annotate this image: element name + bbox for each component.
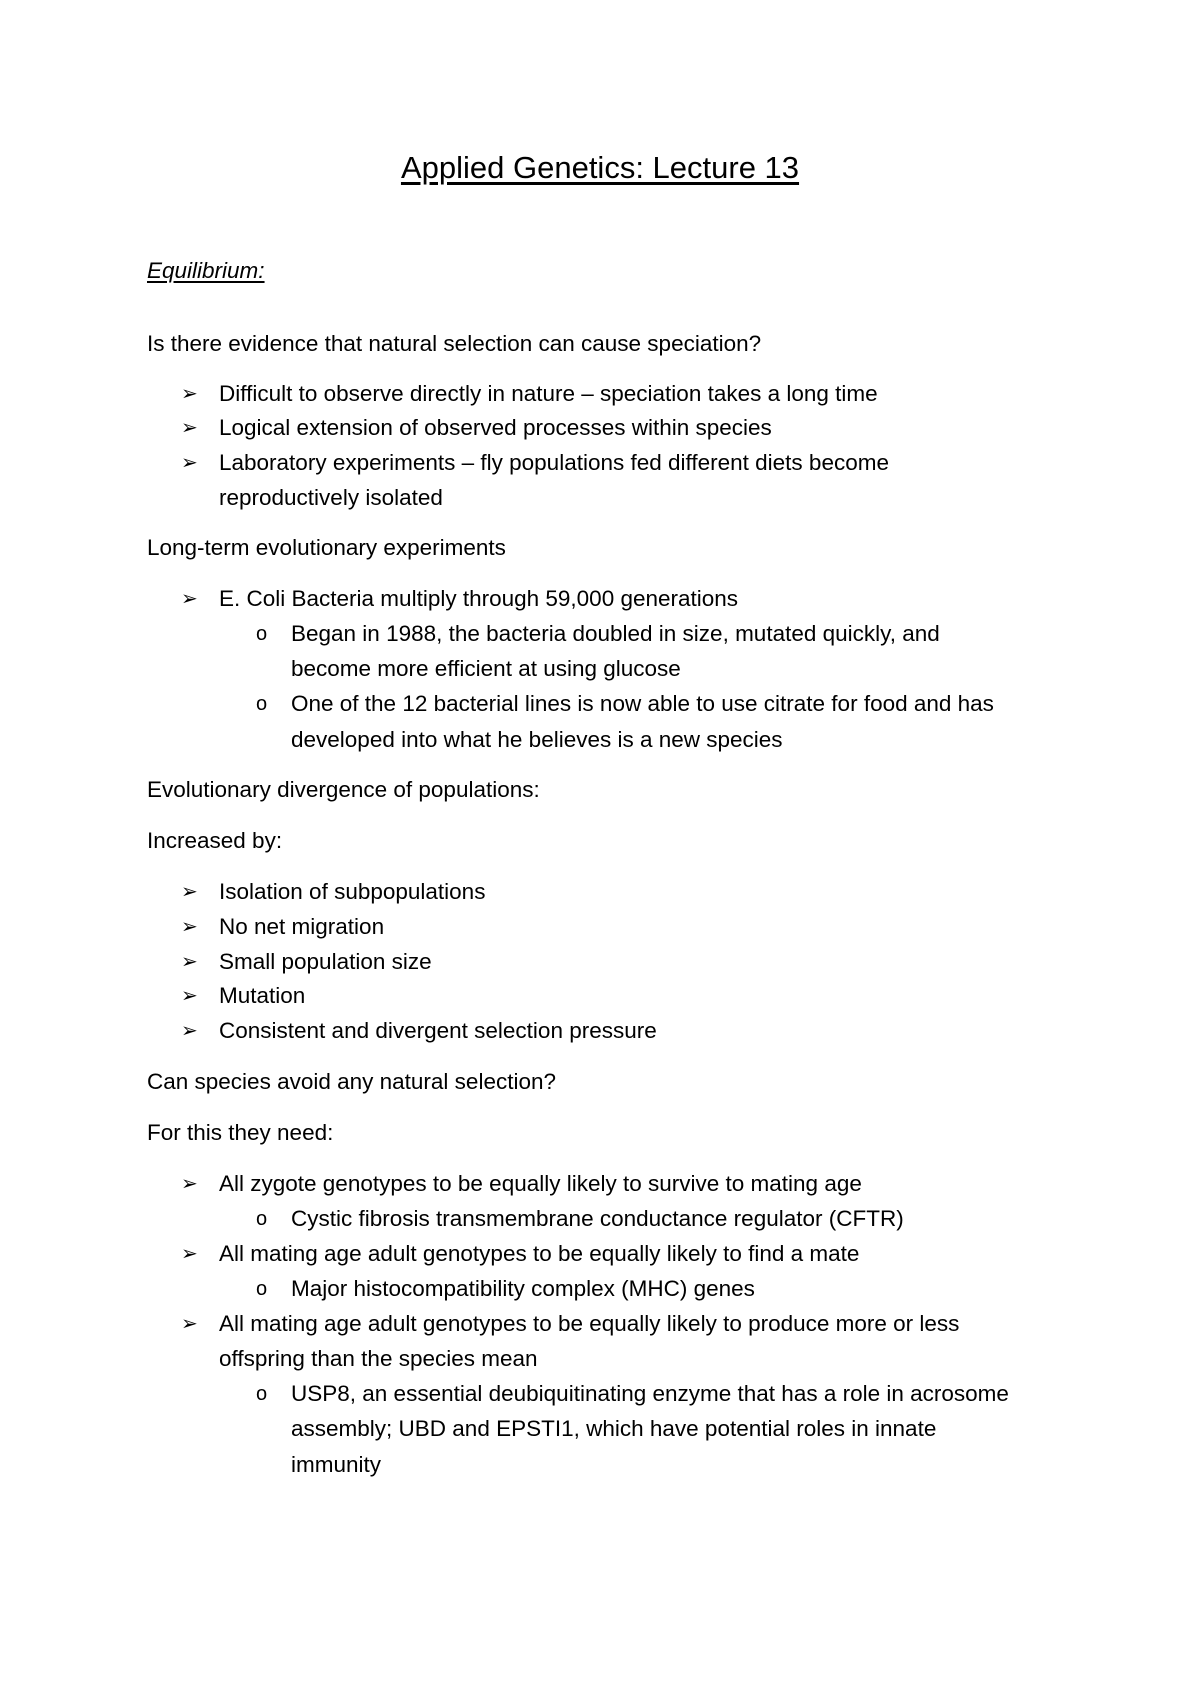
sub-list-item: Cystic fibrosis transmembrane conductance regulator (CFTR) [291,1206,904,1231]
circle-bullet-icon: o [256,1278,268,1300]
list-item-continuation: offspring than the species mean [219,1346,538,1371]
divergence-heading: Evolutionary divergence of populations: [147,777,540,802]
circle-bullet-icon: o [256,693,268,715]
list-item: Small population size [219,949,432,974]
list-item: Difficult to observe directly in nature – speciation takes a long time [219,381,878,406]
list-item: E. Coli Bacteria multiply through 59,000 generations [219,586,739,611]
longterm-heading: Long-term evolutionary experiments [147,535,506,560]
sub-list-item-continuation: become more efficient at using glucose [291,656,681,681]
sub-list-item-continuation: developed into what he believes is a new species [291,727,783,752]
arrow-bullet-icon: ➢ [181,985,198,1007]
need-heading: For this they need: [147,1120,334,1145]
arrow-bullet-icon: ➢ [181,588,198,610]
arrow-bullet-icon: ➢ [181,1173,198,1195]
page-title: Applied Genetics: Lecture 13 [400,150,800,185]
equilibrium-heading: Equilibrium: [147,258,265,283]
circle-bullet-icon: o [256,1208,268,1230]
sub-list-item: Began in 1988, the bacteria doubled in size, mutated quickly, and [291,621,940,646]
sub-list-item: One of the 12 bacterial lines is now able to use citrate for food and has [291,691,994,716]
arrow-bullet-icon: ➢ [181,1313,198,1335]
arrow-bullet-icon: ➢ [181,951,198,973]
sub-list-item-continuation: assembly; UBD and EPSTI1, which have potential roles in innate [291,1416,937,1441]
sub-list-item: USP8, an essential deubiquitinating enzyme that has a role in acrosome [291,1381,1009,1406]
list-item: Laboratory experiments – fly populations fed different diets become [219,450,889,475]
list-item: Isolation of subpopulations [219,879,486,904]
list-item: All zygote genotypes to be equally likely to survive to mating age [219,1171,862,1196]
arrow-bullet-icon: ➢ [181,1020,198,1042]
arrow-bullet-icon: ➢ [181,417,198,439]
arrow-bullet-icon: ➢ [181,1243,198,1265]
list-item: All mating age adult genotypes to be equally likely to produce more or less [219,1311,960,1336]
list-item: No net migration [219,914,385,939]
arrow-bullet-icon: ➢ [181,916,198,938]
increased-by-heading: Increased by: [147,828,283,853]
question-speciation: Is there evidence that natural selection can cause speciation? [147,331,762,356]
list-item: Consistent and divergent selection pressure [219,1018,657,1043]
list-item: Logical extension of observed processes within species [219,415,772,440]
circle-bullet-icon: o [256,623,268,645]
arrow-bullet-icon: ➢ [181,383,198,405]
arrow-bullet-icon: ➢ [181,452,198,474]
question-avoid-selection: Can species avoid any natural selection? [147,1069,556,1094]
sub-list-item-continuation: immunity [291,1452,382,1477]
list-item: All mating age adult genotypes to be equally likely to find a mate [219,1241,860,1266]
list-item-continuation: reproductively isolated [219,485,443,510]
list-item: Mutation [219,983,306,1008]
sub-list-item: Major histocompatibility complex (MHC) genes [291,1276,755,1301]
arrow-bullet-icon: ➢ [181,881,198,903]
circle-bullet-icon: o [256,1383,268,1405]
